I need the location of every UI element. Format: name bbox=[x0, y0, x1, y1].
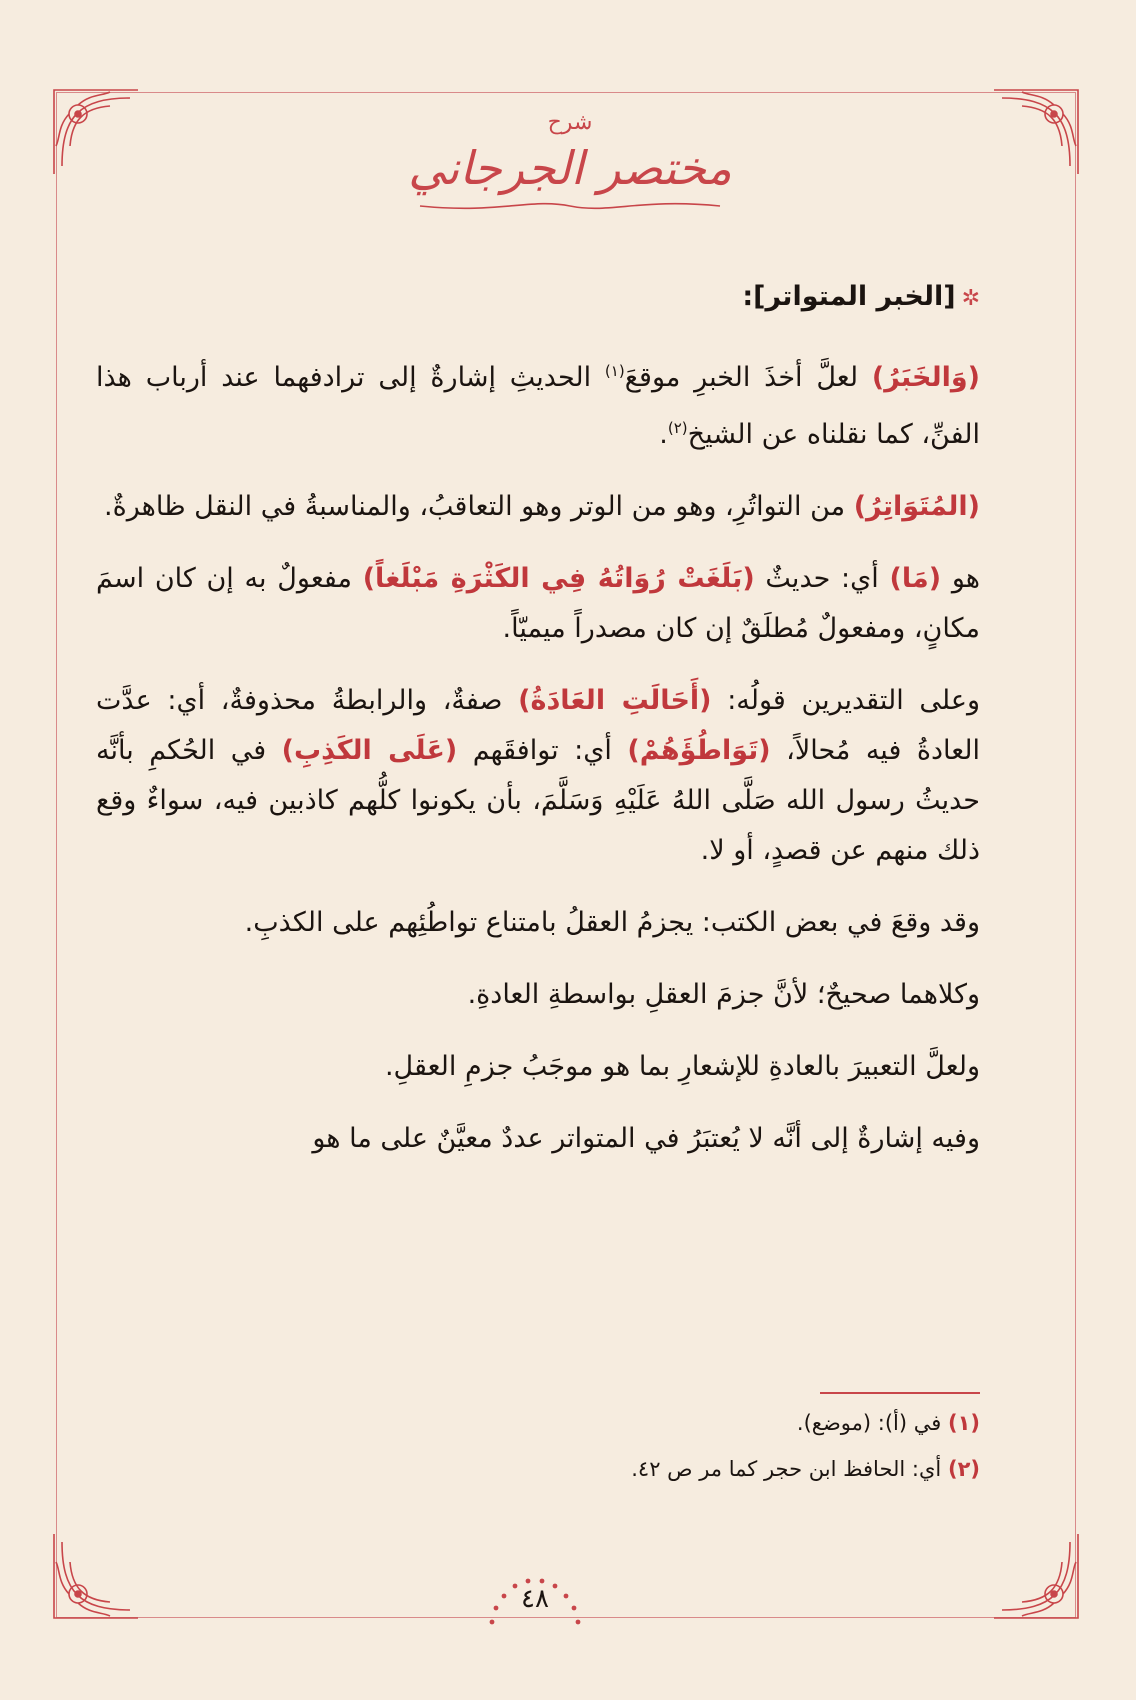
footnote-1 bbox=[96, 1400, 980, 1446]
header-flourish bbox=[380, 196, 760, 216]
star-ornament-icon: ✲ bbox=[961, 286, 980, 311]
corner-ornament bbox=[50, 86, 142, 178]
header-book-title: مختصر الجرجاني bbox=[408, 141, 732, 195]
footnote-number: (٢) bbox=[947, 1457, 980, 1481]
section-heading bbox=[96, 272, 980, 324]
footnotes bbox=[96, 1400, 980, 1492]
header-sharh: شرح bbox=[547, 110, 593, 135]
text-run: صفةٌ، والرابطةُ محذوفةٌ، أي: عدَّت العادةُ فيه مُحالاً، bbox=[96, 685, 980, 766]
text-run: . bbox=[659, 419, 668, 450]
corner-ornament bbox=[50, 1530, 142, 1622]
footnote-text: في (أ): (موضع). bbox=[796, 1411, 948, 1435]
running-header bbox=[380, 108, 760, 220]
paragraph-8: وفيه إشارةٌ إلى أنَّه لا يُعتبَرُ في المتواتر عددٌ معيَّنٌ على ما هو bbox=[312, 1123, 980, 1154]
footnote-separator bbox=[820, 1392, 980, 1394]
text-run: الحديثِ إشارةٌ إلى ترادفهما عند أرباب هذا الفنِّ، كما نقلناه عن الشيخ bbox=[96, 362, 980, 450]
paragraph-1 bbox=[96, 346, 980, 460]
term: (عَلَى الكَذِبِ) bbox=[281, 735, 458, 766]
text-run: من التواتُرِ، وهو من الوتر وهو التعاقبُ، والمناسبةُ في النقل ظاهرةٌ. bbox=[104, 491, 854, 522]
corner-ornament bbox=[990, 1530, 1082, 1622]
page-number-ornament bbox=[478, 1562, 592, 1642]
page-number: ٤٨ bbox=[521, 1584, 549, 1614]
text-run: لعلَّ أخذَ الخبرِ موقعَ bbox=[624, 362, 872, 393]
main-text bbox=[96, 272, 980, 1186]
corner-ornament bbox=[990, 86, 1082, 178]
text-run: أي: حديثٌ bbox=[754, 563, 890, 594]
paragraph-5: وقد وقعَ في بعض الكتب: يجزمُ العقلُ بامتناع تواطُئِهم على الكذبِ. bbox=[244, 907, 980, 938]
text-run: في الحُكمِ بأنَّه حديثُ رسول الله صَلَّى اللهُ عَلَيْهِ وَسَلَّمَ، بأن يكونوا كلُّهم كاذبين فيه، سواءٌ وقع ذلك منهم عن قصدٍ، أو لا. bbox=[96, 735, 980, 866]
term: (تَوَاطُؤَهُمْ) bbox=[627, 735, 771, 766]
paragraph-7: ولعلَّ التعبيرَ بالعادةِ للإشعارِ بما هو موجَبُ جزمِ العقلِ. bbox=[384, 1051, 980, 1082]
text-run: مفعولٌ به إن كان اسمَ مكانٍ، ومفعولٌ مُطلَقٌ إن كان مصدراً ميميّاً. bbox=[96, 563, 980, 644]
paragraph-4 bbox=[96, 676, 980, 876]
heading-text: [الخبر المتواتر]: bbox=[742, 281, 956, 312]
text-run: وعلى التقديرين قولُه: bbox=[711, 685, 981, 716]
term: (وَالخَبَرُ) bbox=[871, 362, 980, 393]
footnote-number: (١) bbox=[947, 1411, 980, 1435]
paragraph-6: وكلاهما صحيحٌ؛ لأنَّ جزمَ العقلِ بواسطةِ العادةِ. bbox=[467, 979, 980, 1010]
footnote-ref[interactable]: (٢) bbox=[667, 419, 688, 437]
text-run: أي: توافقَهم bbox=[457, 735, 628, 766]
text-run: هو bbox=[941, 563, 981, 594]
term: (مَا) bbox=[889, 563, 942, 594]
paragraph-2 bbox=[96, 482, 980, 532]
paragraph-3 bbox=[96, 554, 980, 654]
footnote-text: أي: الحافظ ابن حجر كما مر ص ٤٢. bbox=[631, 1457, 948, 1481]
term: (أَحَالَتِ العَادَةُ) bbox=[518, 685, 712, 716]
term: (المُتَوَاتِرُ) bbox=[853, 491, 980, 522]
footnote-2 bbox=[96, 1446, 980, 1492]
term: (بَلَغَتْ رُوَاتُهُ فِي الكَثْرَةِ مَبْلَغاً) bbox=[362, 563, 755, 594]
footnote-ref[interactable]: (١) bbox=[604, 362, 625, 380]
